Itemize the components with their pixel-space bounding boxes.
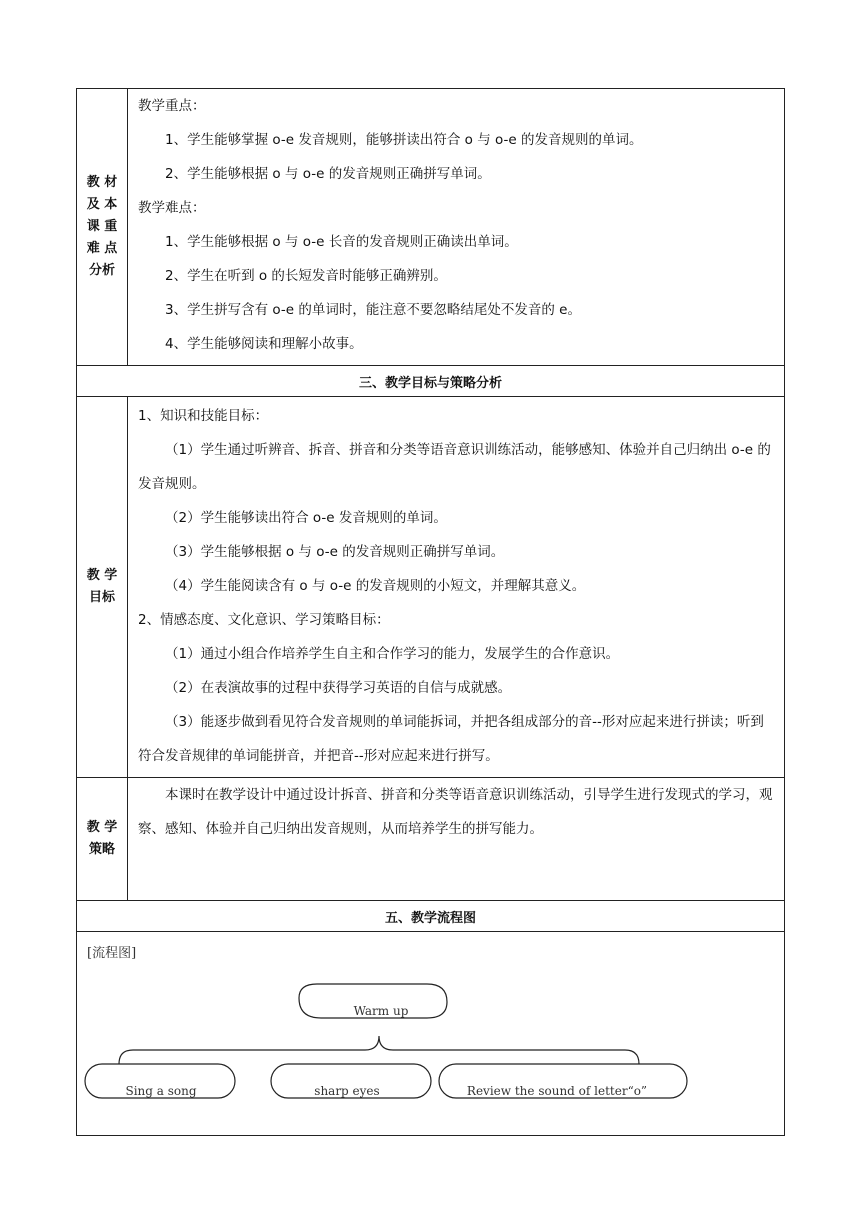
key-points-content	[128, 89, 785, 366]
strategy-text: 本课时在教学设计中通过设计拆音、拼音和分类等语音意识训练活动，引导学生进行发现式的学习，观察、感知、体验并自己归纳出发音规则，从而培养学生的拼写能力。	[138, 787, 773, 837]
section3-title: 三、教学目标与策略分析	[77, 366, 785, 397]
child-node-text: sharp eyes	[314, 1084, 380, 1098]
difficulty-item: 3、学生拼写含有 o-e 的单词时，能注意不要忽略结尾处不发音的 e。	[165, 302, 581, 318]
brace-connector	[119, 1036, 639, 1064]
flowchart-cell	[77, 932, 785, 1136]
affect-item: （1）通过小组合作培养学生自主和合作学习的能力，发展学生的合作意识。	[165, 646, 620, 662]
flowchart-row	[77, 932, 785, 1136]
difficulty-item: 1、学生能够根据 o 与 o-e 长音的发音规则正确读出单词。	[165, 234, 518, 250]
section5-row	[77, 901, 785, 932]
affect-item: （2）在表演故事的过程中获得学习英语的自信与成就感。	[165, 680, 512, 696]
difficulty-item: 2、学生在听到 o 的长短发音时能够正确辨别。	[165, 268, 447, 284]
root-node-text: Warm up	[353, 1004, 409, 1018]
strategy-row	[77, 778, 785, 901]
affect-title: 2、情感态度、文化意识、学习策略目标：	[138, 612, 390, 628]
flowchart-label: [流程图]	[87, 946, 137, 961]
focus-item: 1、学生能够掌握 o-e 发音规则，能够拼读出符合 o 与 o-e 的发音规则的单词。	[165, 132, 643, 148]
objectives-content	[128, 397, 785, 778]
objectives-row	[77, 397, 785, 778]
key-points-label: 教 材 及 本 课 重 难 点 分析	[77, 89, 128, 366]
section5-title: 五、教学流程图	[77, 901, 785, 932]
strategy-label: 教 学 策略	[77, 778, 128, 901]
child-node-text: Review the sound of letter“o”	[466, 1084, 648, 1098]
knowledge-title: 1、知识和技能目标：	[138, 408, 269, 424]
affect-item: （3）能逐步做到看见符合发音规则的单词能拆词，并把各组成部分的音--形对应起来进行拼读；听到符合发音规律的单词能拼音，并把音--形对应起来进行拼写。	[138, 714, 764, 764]
child-node-text: Sing a song	[125, 1084, 197, 1098]
key-points-row	[77, 89, 785, 366]
objectives-label: 教 学 目标	[77, 397, 128, 778]
knowledge-item: （4）学生能阅读含有 o 与 o-e 的发音规则的小短文，并理解其意义。	[165, 578, 586, 594]
difficulty-item: 4、学生能够阅读和理解小故事。	[165, 336, 363, 352]
flowchart	[77, 932, 784, 1112]
flowchart-diagram	[77, 932, 784, 1132]
knowledge-item: （2）学生能够读出符合 o-e 发音规则的单词。	[165, 510, 447, 526]
lesson-plan-table	[76, 88, 785, 1136]
focus-item: 2、学生能够根据 o 与 o-e 的发音规则正确拼写单词。	[165, 166, 491, 182]
strategy-content	[128, 778, 785, 901]
difficulty-title: 教学难点：	[138, 200, 206, 216]
knowledge-item: （3）学生能够根据 o 与 o-e 的发音规则正确拼写单词。	[165, 544, 505, 560]
knowledge-item: （1）学生通过听辨音、拆音、拼音和分类等语音意识训练活动，能够感知、体验并自己归纳出 o-e 的发音规则。	[138, 442, 771, 492]
section3-row	[77, 366, 785, 397]
focus-title: 教学重点：	[138, 98, 206, 114]
